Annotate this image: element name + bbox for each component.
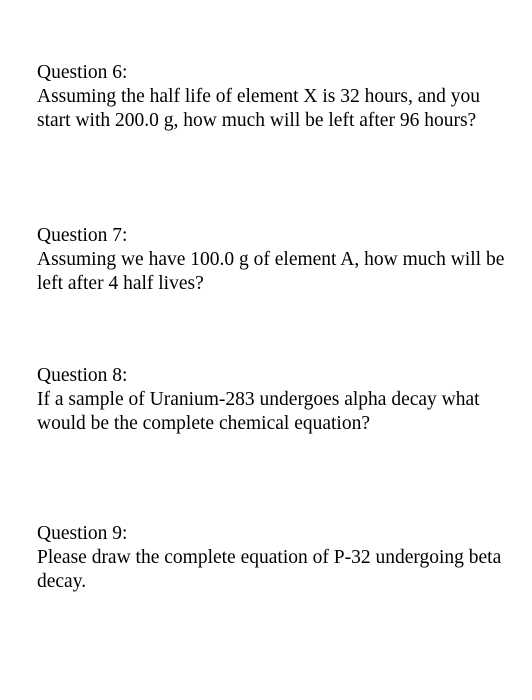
question-9-heading: Question 9: <box>37 523 128 544</box>
question-7 <box>37 224 517 296</box>
question-8-text: If a sample of Uranium-283 undergoes alpha decay what would be the complete chemical equation? <box>37 389 480 434</box>
question-6-heading: Question 6: <box>37 62 128 83</box>
question-8 <box>37 364 517 436</box>
question-6 <box>37 61 517 133</box>
question-6-text: Assuming the half life of element X is 32 hours, and you start with 200.0 g, how much will be left after 96 hours? <box>37 86 481 131</box>
question-9-text: Please draw the complete equation of P-32 undergoing beta decay. <box>37 547 502 592</box>
question-7-heading: Question 7: <box>37 225 128 246</box>
question-8-heading: Question 8: <box>37 365 128 386</box>
question-7-text: Assuming we have 100.0 g of element A, how much will be left after 4 half lives? <box>37 249 505 294</box>
question-9 <box>37 522 517 594</box>
